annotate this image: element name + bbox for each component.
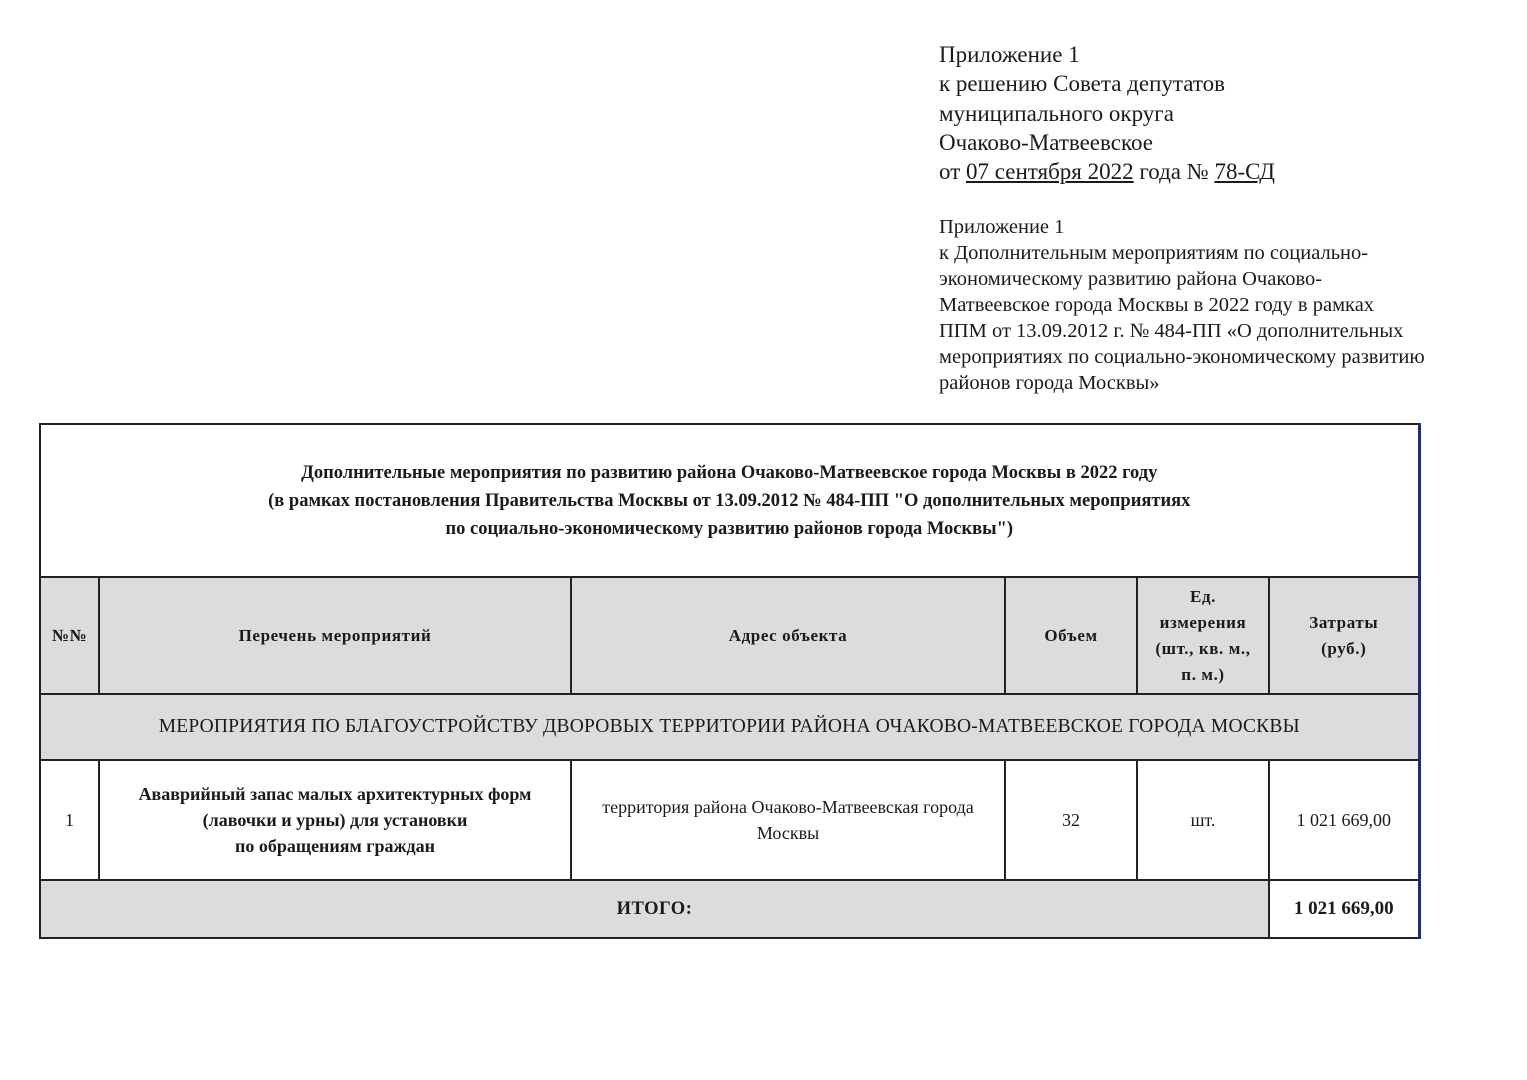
row-name (99, 760, 571, 880)
row-address-line: территория района Очаково-Матвеевская города (602, 797, 974, 817)
row-address-line: Москвы (756, 823, 820, 843)
row-cost: 1 021 669,00 (1269, 760, 1419, 880)
appendix-title: Приложение 1 (939, 42, 1080, 67)
header-unit-line: п. м.) (1181, 664, 1225, 684)
appendix-line: к решению Совета депутатов (939, 71, 1225, 97)
header-unit-line: Ед. (1190, 586, 1216, 606)
appendix2-line: экономическому развитию района Очаково- (939, 268, 1323, 290)
appendix-line: муниципального округа (939, 100, 1174, 126)
appendix2-line: Приложение 1 (939, 216, 1065, 238)
header-cost-line: Затраты (1309, 612, 1379, 632)
table-header-row (40, 577, 1419, 694)
date-mid: года № (1133, 159, 1215, 185)
appendix-measures-block (939, 214, 1425, 396)
header-list: Перечень мероприятий (99, 577, 571, 694)
appendix2-line: ППМ от 13.09.2012 г. № 484-ПП «О дополнительных (939, 320, 1404, 342)
total-value: 1 021 669,00 (1269, 880, 1419, 938)
row-address (571, 760, 1005, 880)
header-num: №№ (40, 577, 99, 694)
row-num: 1 (40, 760, 99, 880)
header-cost (1269, 577, 1419, 694)
header-address: Адрес объекта (571, 577, 1005, 694)
table-title (40, 424, 1419, 577)
decision-date: 07 сентября 2022 (966, 159, 1134, 185)
row-volume: 32 (1005, 760, 1137, 880)
decision-number: 78-СД (1214, 159, 1275, 185)
row-name-line: (лавочки и урны) для установки (202, 810, 468, 830)
appendix2-line: районов города Москвы» (939, 372, 1160, 394)
appendix-date-line (939, 157, 1275, 186)
appendix-line: Очаково-Матвеевское (939, 129, 1153, 155)
measures-table (39, 423, 1421, 939)
header-unit-line: измерения (1159, 612, 1247, 632)
table-title-line: по социально-экономическому развитию районов города Москвы") (445, 518, 1014, 539)
row-name-line: Ававрийный запас малых архитектурных форм (138, 784, 532, 804)
table-row (40, 760, 1419, 880)
table-title-line: (в рамках постановления Правительства Москвы от 13.09.2012 № 484-ПП "О дополнительных мероприятиях (268, 490, 1191, 511)
table-title-row (40, 424, 1419, 577)
appendix-decision-block (939, 40, 1275, 186)
table-title-line: Дополнительные мероприятия по развитию района Очаково-Матвеевское города Москвы в 2022 году (301, 462, 1158, 483)
section-title: МЕРОПРИЯТИЯ ПО БЛАГОУСТРОЙСТВУ ДВОРОВЫХ ТЕРРИТОРИИ РАЙОНА ОЧАКОВО-МАТВЕЕВСКОЕ ГОРОДА МОСКВЫ (40, 694, 1419, 760)
section-row (40, 694, 1419, 760)
header-unit (1137, 577, 1269, 694)
total-label: ИТОГО: (40, 880, 1269, 938)
appendix2-line: Матвеевское города Москвы в 2022 году в рамках (939, 294, 1375, 316)
header-cost-line: (руб.) (1321, 638, 1367, 658)
date-prefix: от (939, 159, 966, 185)
row-unit: шт. (1137, 760, 1269, 880)
header-unit-line: (шт., кв. м., (1155, 638, 1251, 658)
appendix2-line: к Дополнительным мероприятиям по социально- (939, 242, 1369, 264)
header-volume: Объем (1005, 577, 1137, 694)
row-name-line: по обращениям граждан (234, 836, 436, 856)
appendix2-line: мероприятиях по социально-экономическому развитию (939, 346, 1425, 368)
total-row (40, 880, 1419, 938)
